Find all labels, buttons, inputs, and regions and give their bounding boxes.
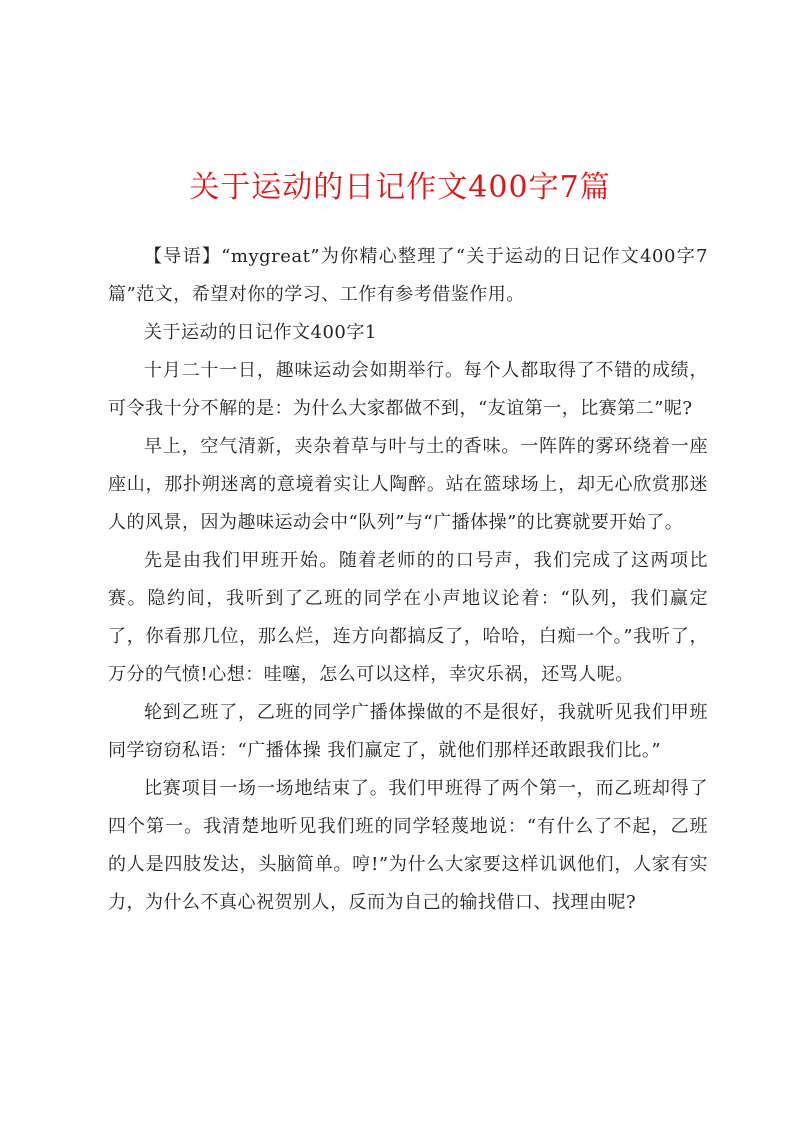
body-paragraph: 早上，空气清新，夹杂着草与叶与土的香味。一阵阵的雾环绕着一座座山，那扑朔迷离的意境着实让人陶醉。站在篮球场上，却无心欣赏那迷人的风景，因为趣味运动会中“队列”与“广播体操”的比赛就要开始了。: [108, 436, 708, 533]
document-body: [108, 238, 708, 922]
body-paragraph: 比赛项目一场一场地结束了。我们甲班得了两个第一，而乙班却得了四个第一。我清楚地听见我们班的同学轻蔑地说：“有什么了不起，乙班的人是四肢发达，头脑简单。哼!”为什么大家要这样讥讽他们，人家有实力，为什么不真心祝贺别人，反而为自己的输找借口、找理由呢?: [108, 778, 708, 913]
intro-paragraph: 【导语】“mygreat”为你精心整理了“关于运动的日记作文400字7篇”范文，希望对你的学习、工作有参考借鉴作用。: [108, 246, 708, 305]
body-paragraph: 轮到乙班了，乙班的同学广播体操做的不是很好，我就听见我们甲班同学窃窃私语：“广播体操 我们赢定了，就他们那样还敢跟我们比。”: [108, 702, 708, 761]
document-title: 关于运动的日记作文400字7篇: [189, 170, 611, 205]
body-paragraph: 先是由我们甲班开始。随着老师的的口号声，我们完成了这两项比赛。隐约间，我听到了乙班的同学在小声地议论着：“队列，我们赢定了，你看那几位，那么烂，连方向都搞反了，哈哈，白痴一个。”我听了，万分的气愤!心想：哇噻，怎么可以这样，幸灾乐祸，还骂人呢。: [108, 550, 708, 685]
body-paragraph: 十月二十一日，趣味运动会如期举行。每个人都取得了不错的成绩，可令我十分不解的是：为什么大家都做不到，“友谊第一，比赛第二”呢?: [108, 360, 708, 419]
section-heading: 关于运动的日记作文400字1: [144, 322, 377, 343]
